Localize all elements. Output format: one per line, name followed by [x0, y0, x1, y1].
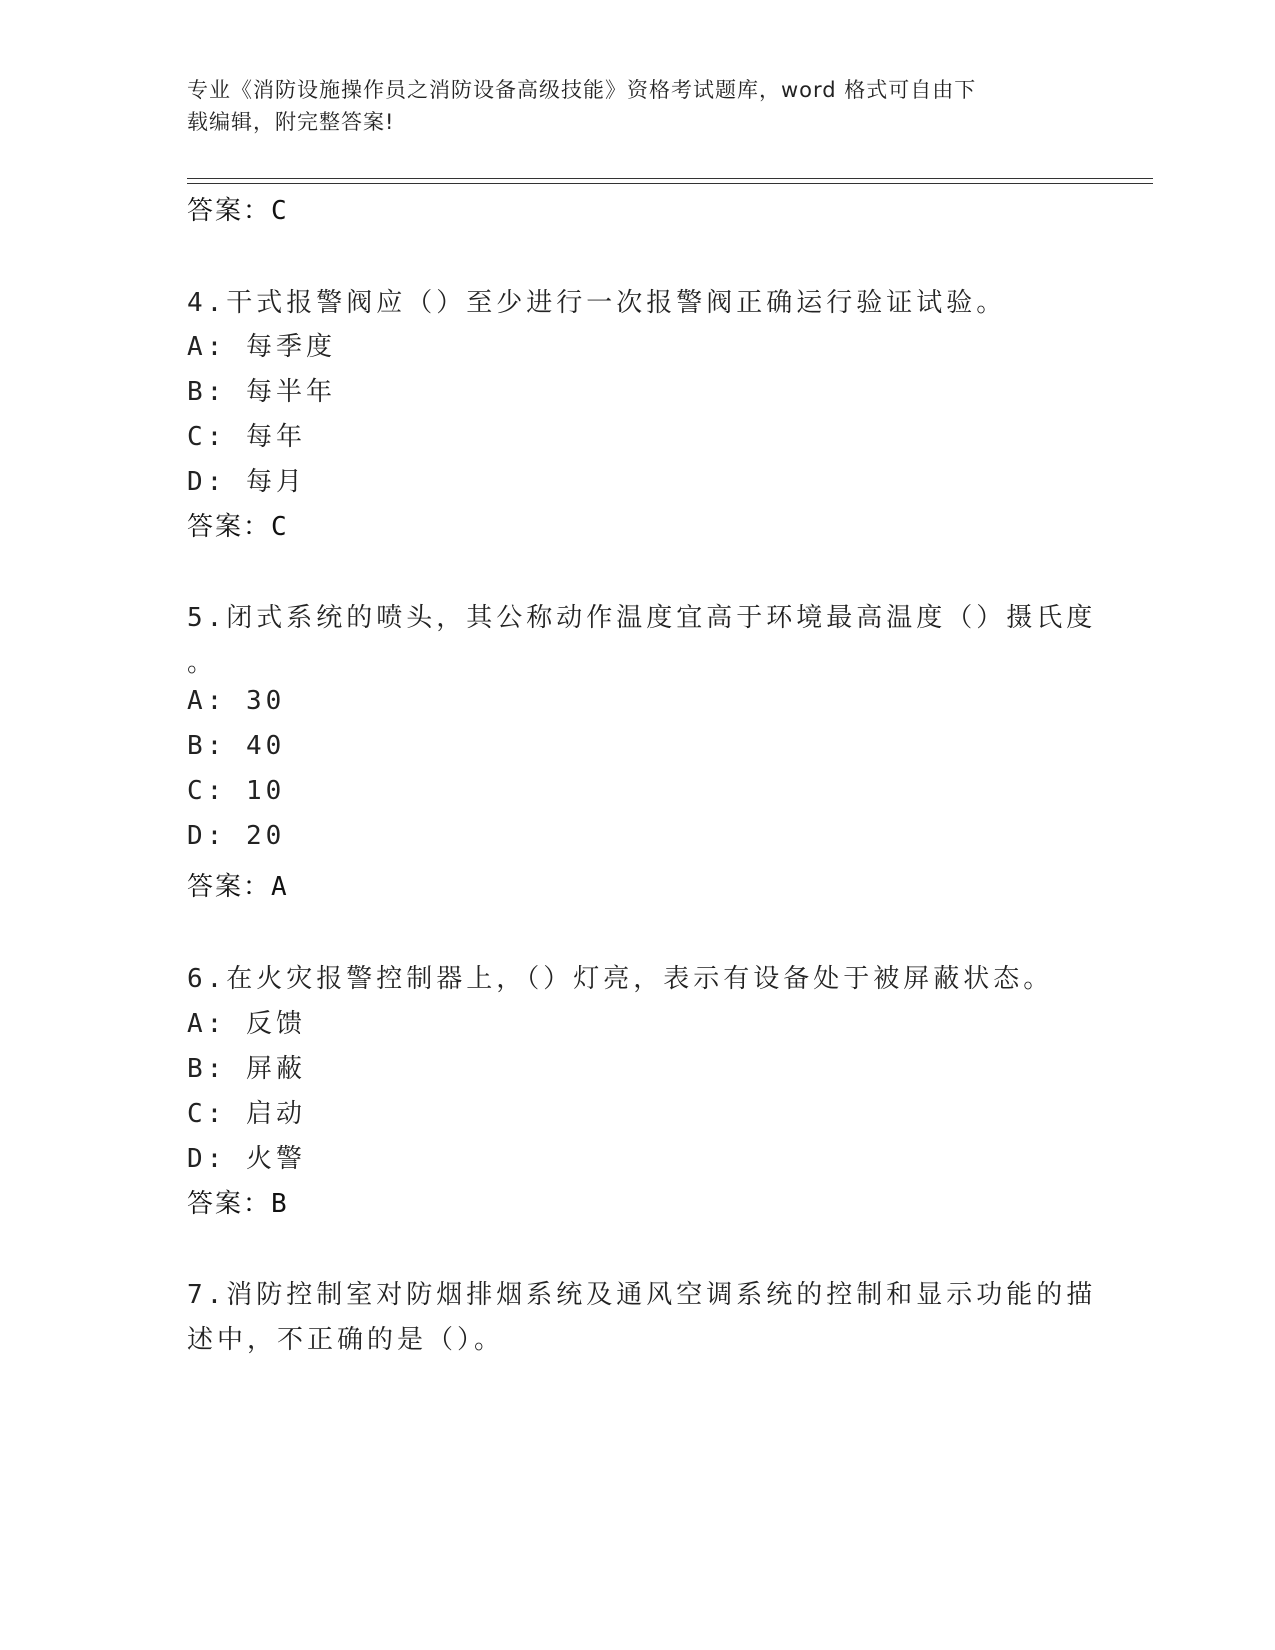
- document-header: [187, 74, 1067, 138]
- answer-previous: 答案：C: [187, 196, 289, 226]
- question-6-option-c: C: 启动: [187, 1099, 306, 1129]
- question-5-text-line-1: 5.闭式系统的喷头，其公称动作温度宜高于环境最高温度（）摄氏度: [187, 603, 1097, 633]
- question-5-option-a: A: 30: [187, 686, 286, 716]
- header-line-1: 专业《消防设施操作员之消防设备高级技能》资格考试题库，word 格式可自由下: [187, 78, 977, 102]
- header-line-2: 载编辑，附完整答案!: [187, 110, 395, 134]
- header-divider-bottom: [187, 183, 1153, 184]
- question-7-text-line-1: 7.消防控制室对防烟排烟系统及通风空调系统的控制和显示功能的描: [187, 1280, 1097, 1310]
- question-6-option-a: A: 反馈: [187, 1009, 306, 1039]
- question-5-answer: 答案：A: [187, 872, 289, 902]
- question-5-option-b: B: 40: [187, 731, 286, 761]
- question-4-option-c: C: 每年: [187, 422, 306, 452]
- question-7-text-line-2: 述中，不正确的是（）。: [187, 1325, 505, 1355]
- question-5-text-line-2: 。: [187, 648, 218, 678]
- question-6-answer: 答案：B: [187, 1189, 289, 1219]
- question-5-option-c: C: 10: [187, 776, 286, 806]
- question-6-option-d: D: 火警: [187, 1144, 306, 1174]
- header-divider-top: [187, 178, 1153, 179]
- question-4-text: 4.干式报警阀应（）至少进行一次报警阀正确运行验证试验。: [187, 288, 1007, 318]
- question-4-answer: 答案：C: [187, 512, 289, 542]
- question-4-option-a: A: 每季度: [187, 332, 336, 362]
- question-5-option-d: D: 20: [187, 821, 286, 851]
- question-6-text: 6.在火灾报警控制器上，（）灯亮，表示有设备处于被屏蔽状态。: [187, 964, 1054, 994]
- question-6-option-b: B: 屏蔽: [187, 1054, 306, 1084]
- question-4-option-d: D: 每月: [187, 467, 306, 497]
- question-4-option-b: B: 每半年: [187, 377, 336, 407]
